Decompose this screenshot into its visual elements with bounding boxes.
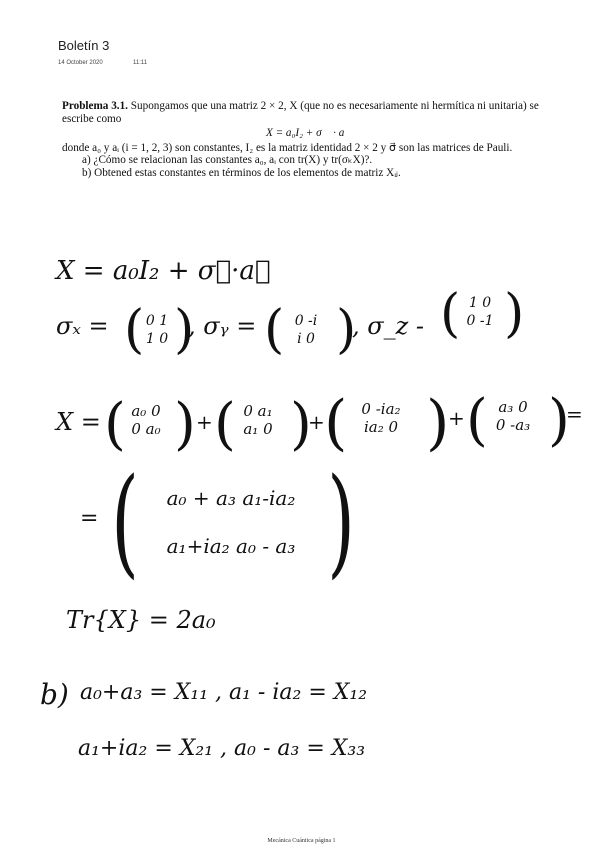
- paren-left: (: [324, 388, 348, 458]
- hw-sigma-x-matrix: [140, 312, 174, 348]
- paren-left: (: [466, 388, 488, 453]
- hw-b-line-1: a₀+a₃ = X₁₁ , a₁ - ia₂ = X₁₂: [80, 680, 368, 705]
- paren-left: (: [214, 392, 236, 457]
- hw-sigma-x-row-1: 0 1: [145, 313, 169, 329]
- hw-sigma-z-row-2: 0 -1: [466, 313, 494, 329]
- paren-left: (: [104, 392, 126, 457]
- paren-right: ): [504, 284, 525, 344]
- paren-right: ): [327, 452, 355, 590]
- hw-plus: +: [448, 406, 465, 430]
- problem-item-b: b) Obtened estas constantes en términos de los elementos de matriz Xᵢⱼ.: [82, 166, 401, 179]
- problem-item-a: a) ¿Cómo se relacionan las constantes a₀, aᵢ con tr(X) y tr(σₖX)?.: [82, 154, 373, 167]
- hw-matrix-4: [480, 398, 546, 434]
- hw-result-matrix: [126, 474, 336, 570]
- hw-result-row-2: a₁+ia₂ a₀ - a₃: [166, 534, 296, 558]
- time-stamp: 11:11: [133, 60, 148, 66]
- hw-sigma-y-matrix: [280, 312, 332, 348]
- paren-right: ): [336, 300, 357, 360]
- hw-sigma-y-row-1: 0 -i: [294, 313, 318, 329]
- problem-after: donde a₀ y aᵢ (i = 1, 2, 3) son constantes, I₂ es la matriz identidad 2 × 2 y σ⃗ son las matrices de Pauli.: [62, 141, 513, 154]
- hw-matrix-3-row-2: ia₂ 0: [363, 418, 399, 436]
- date-stamp: 14 October 2020: [58, 60, 103, 66]
- hw-plus: +: [308, 410, 325, 434]
- hw-matrix-3: [340, 400, 422, 436]
- problem-equation: X = a₀I₂ + σ⃗ · a⃗: [265, 127, 354, 140]
- problem-intro-text: Supongamos que una matriz 2 × 2, X (que no es necesariamente ni hermítica ni unitaria) se escribe como: [62, 100, 539, 125]
- paren-right: ): [174, 392, 196, 457]
- hw-matrix-4-row-1: a₃ 0: [498, 398, 528, 416]
- hw-matrix-2-row-2: a₁ 0: [243, 420, 273, 438]
- hw-b-line-2: a₁+ia₂ = X₂₁ , a₀ - a₃ = X₃₃: [78, 736, 366, 761]
- hw-sigma-z-label: , σ_z -: [352, 312, 425, 340]
- paren-right: ): [290, 392, 312, 457]
- paren-left: (: [440, 284, 461, 344]
- problem-statement: [62, 100, 557, 180]
- paren-right: ): [174, 300, 195, 360]
- problem-intro: [62, 100, 557, 125]
- paren-right: ): [426, 388, 450, 458]
- hw-trace: Tr{X} = 2a₀: [66, 606, 216, 634]
- hw-matrix-1-row-2: 0 a₀: [131, 420, 161, 438]
- hw-sigma-z-row-1: 1 0: [468, 295, 492, 311]
- paren-right: ): [548, 388, 570, 453]
- hw-matrix-4-row-2: 0 -a₃: [495, 416, 531, 434]
- hw-sigma-y-label: , σᵧ =: [188, 312, 257, 340]
- page-title: Boletín 3: [58, 38, 110, 53]
- hw-sigma-z-matrix: [458, 294, 502, 330]
- hw-matrix-3-row-1: 0 -ia₂: [361, 400, 401, 418]
- hw-b-label: b): [40, 678, 69, 711]
- hw-matrix-2-row-1: 0 a₁: [243, 402, 273, 420]
- page-footer: Mecánica Cuántica página 1: [267, 838, 336, 844]
- hw-sigma-x-label: σₓ =: [56, 312, 109, 340]
- hw-equals-trailing: =: [566, 402, 583, 426]
- hw-sigma-x-row-2: 1 0: [145, 331, 169, 347]
- hw-sigma-y-row-2: i 0: [297, 331, 315, 347]
- paren-left: (: [264, 300, 285, 360]
- problem-label: Problema 3.1.: [62, 100, 128, 112]
- hw-matrix-2: [228, 402, 288, 438]
- paren-left: (: [111, 452, 139, 590]
- paren-left: (: [124, 300, 145, 360]
- hw-plus: +: [196, 410, 213, 434]
- hw-matrix-1-row-1: a₀ 0: [131, 402, 161, 420]
- hw-matrix-1: [118, 402, 174, 438]
- hw-result-row-1: a₀ + a₃ a₁-ia₂: [166, 486, 296, 510]
- hw-equals: =: [80, 506, 99, 531]
- hw-definition: X = a₀I₂ + σ⃗·a⃗: [56, 256, 271, 286]
- hw-x-label: X =: [56, 408, 101, 436]
